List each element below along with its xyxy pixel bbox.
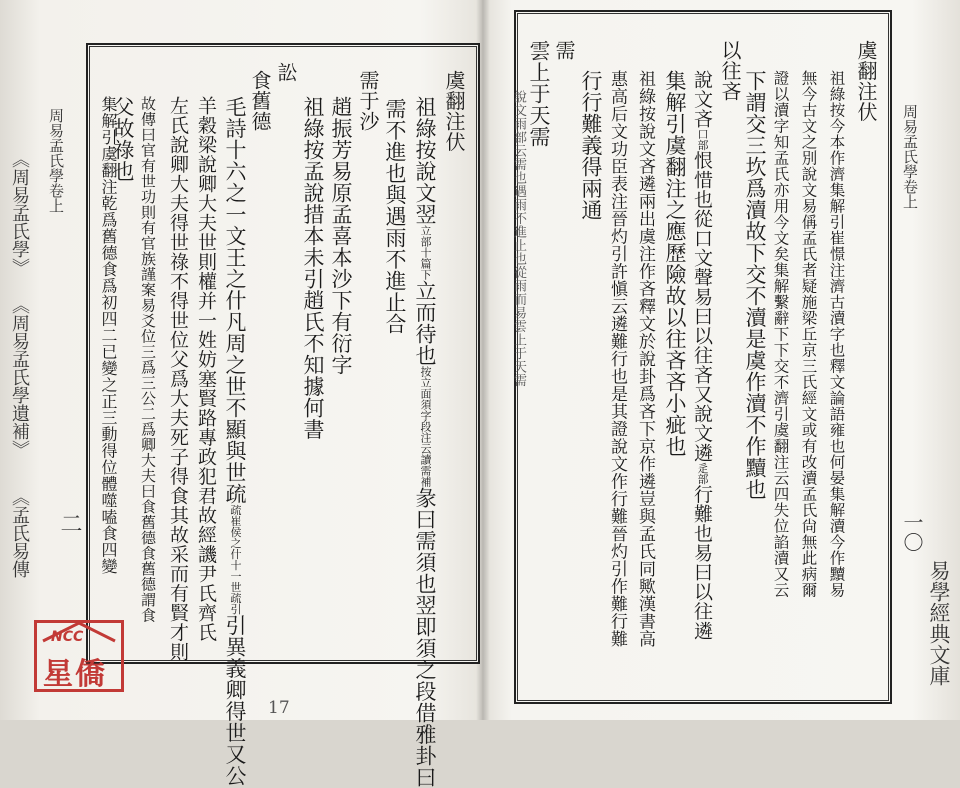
stamp-name: 星僑 <box>43 657 107 692</box>
right-col-13-main: 雲上于天需 <box>527 40 551 148</box>
right-col-5: 下謂交三坎爲瀆故下交不瀆是虞作瀆不作黷也 <box>743 70 767 500</box>
left-col-2 <box>413 96 437 788</box>
right-col-6: 以往吝 <box>718 40 742 102</box>
left-col-9-tail: 引異義卿得世又公 <box>223 614 247 787</box>
book-gutter <box>476 0 490 720</box>
left-col-2-note-b: 十篇下 <box>419 247 432 280</box>
series-title: 易學經典文庫 <box>927 560 951 686</box>
left-col-4: 需于沙 <box>356 70 380 132</box>
left-col-2-note-a: 立部 <box>419 225 432 247</box>
left-col-6: 祖綠按孟說措本未引趙氏不知據何書 <box>301 96 325 440</box>
right-page <box>482 0 960 720</box>
left-col-2-note-c: 按立面須字段注云讀需補 <box>419 366 432 487</box>
left-col-2-tail: 立而待也 <box>413 280 437 366</box>
right-col-14: 說文雨部云需也遇雨不進止也從雨而易雲上于天需 <box>511 90 526 387</box>
right-page-number: 一〇 <box>900 512 924 552</box>
left-col-2-main: 祖綠按說文翌 <box>413 96 437 225</box>
left-col-10: 羊穀梁說卿大夫世則權并一姓妨塞賢路專政犯君故經譏尹氏齊氏 <box>195 96 217 642</box>
left-col-13: 父故祿也 <box>111 96 135 182</box>
right-col-12: 需 <box>552 40 576 61</box>
right-col-7-main: 說文吝 <box>691 70 713 129</box>
left-col-11: 左氏說卿大夫得世祿不得世位父爲大夫死子得食其故采而有賢才則 <box>167 96 189 662</box>
right-col-4: 證以瀆字知孟氏亦用今文矣集解繫辭下下交不濟引虞翻注云四失位諂瀆又云 <box>771 70 790 598</box>
right-col-7-end: 行難也易曰以往遴 <box>691 484 713 641</box>
left-col-7: 訟 <box>274 62 298 83</box>
left-col-9-note: 疏崔侯之什十一世疏引 <box>229 504 242 615</box>
left-col-12: 故傳曰官有世功則有官族謹案易爻位三爲三公二爲卿大夫曰食舊德食舊德謂食 <box>139 96 157 623</box>
right-running-head: 周易孟氏學卷上 <box>901 104 919 209</box>
right-col-3: 無今古文之別說文易偁孟氏者疑施梁丘京三氏經文或有改瀆孟氏尙無此病爾 <box>799 70 818 598</box>
side-title-2: 《周易孟氏學遺補》 <box>9 296 30 458</box>
right-col-2: 祖綠按今本作濟集解引崔憬注濟古瀆字也釋文論語雍也何晏集解瀆今作黷易 <box>827 70 846 598</box>
stamp-logo: NCC <box>51 629 84 645</box>
ncc-stamp <box>34 620 124 692</box>
left-col-8: 食舊德 <box>248 70 272 132</box>
right-col-13 <box>528 40 549 148</box>
left-col-2-end: 彖曰需須也翌即須之段借雅卦曰 <box>413 487 437 788</box>
side-marker: 二 <box>57 512 82 534</box>
left-running-head: 周易孟氏學卷上 <box>47 108 65 213</box>
left-col-9-main: 毛詩十六之一文王之什凡周之世不顯與世疏 <box>223 96 247 505</box>
right-col-7 <box>692 70 711 641</box>
side-title-1: 《周易孟氏學》 <box>9 150 30 276</box>
right-col-9: 祖綠按說文吝遴兩出虞注作吝釋文於說卦爲吝下京作遴豈與孟氏同歟漢書高 <box>635 70 655 648</box>
right-col-7-note-a: 口部 <box>696 128 709 151</box>
right-col-7-note-b: 辵部 <box>696 462 709 485</box>
left-col-1: 虞翻注伏 <box>442 70 466 152</box>
right-col-11: 行行難義得兩通 <box>579 70 603 221</box>
right-col-8: 集解引虞翻注之應歷險故以往吝吝小疵也 <box>663 70 687 457</box>
left-col-9 <box>224 96 245 787</box>
side-title-3: 《孟氏易傳 <box>9 488 30 578</box>
left-page-number: 17 <box>268 698 290 718</box>
right-col-10: 惠高后文功臣表注晉灼引許愼云遴難行也是其證說文作行難晉灼引作難行難 <box>607 70 627 648</box>
left-col-3: 需不進也與遇雨不進止合 <box>383 98 407 335</box>
right-col-7-tail: 恨惜也從口文聲易曰以往吝又說文遴 <box>691 150 713 463</box>
right-col-1: 虞翻注伏 <box>854 40 878 122</box>
left-col-5: 趙振芳易原孟喜本沙下有衍字 <box>329 96 353 376</box>
left-col-14: 集解引虞翻注乾爲舊德食爲初四二已變之正三動得位體噬嗑食四變 <box>99 96 118 575</box>
